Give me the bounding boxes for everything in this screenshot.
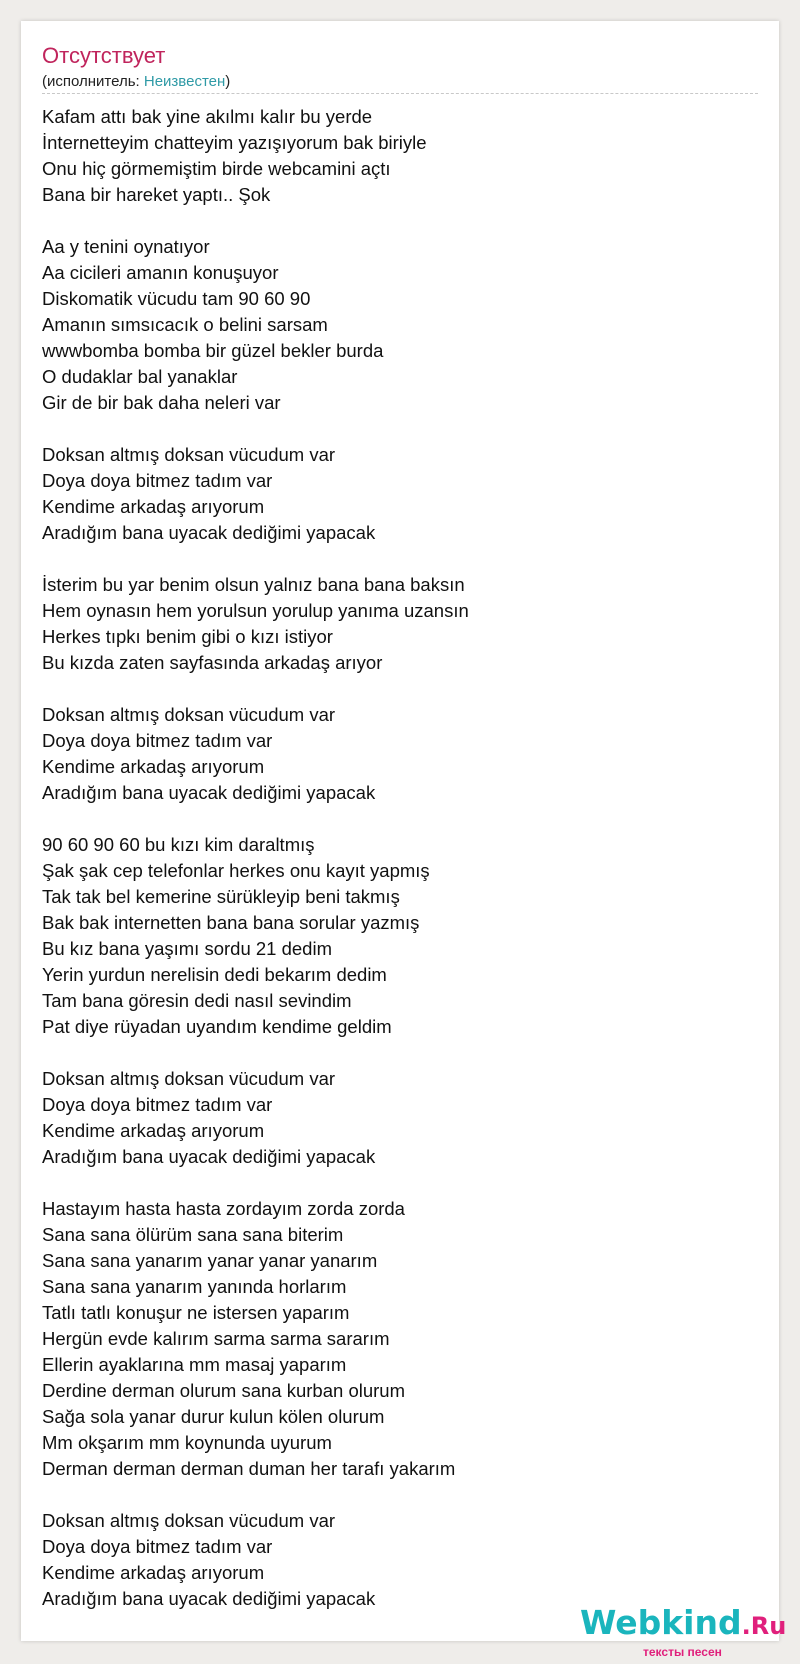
lyric-line: Sana sana yanarım yanında horlarım <box>42 1276 347 1297</box>
lyric-line: Ellerin ayaklarına mm masaj yaparım <box>42 1354 347 1375</box>
stanza <box>42 1508 469 1612</box>
lyrics-body <box>42 104 469 1612</box>
lyric-line: Amanın sımsıcacık o belini sarsam <box>42 314 328 335</box>
stanza-gap <box>42 546 469 572</box>
lyric-line: Aradığım bana uyacak dediğimi yapacak <box>42 1146 376 1167</box>
lyric-line: Doya doya bitmez tadım var <box>42 1536 273 1557</box>
stanza-gap <box>42 208 469 234</box>
stanza-gap <box>42 806 469 832</box>
lyric-line: Gir de bir bak daha neleri var <box>42 392 281 413</box>
lyric-line: Kendime arkadaş arıyorum <box>42 1120 265 1141</box>
stanza-gap <box>42 676 469 702</box>
lyric-line: Kendime arkadaş arıyorum <box>42 1562 265 1583</box>
lyric-line: 90 60 90 60 bu kızı kim daraltmış <box>42 834 315 855</box>
lyric-line: Yerin yurdun nerelisin dedi bekarım dedim <box>42 964 387 985</box>
lyric-line: Kafam attı bak yine akılmı kalır bu yerde <box>42 106 373 127</box>
lyric-line: Tatlı tatlı konuşur ne istersen yaparım <box>42 1302 350 1323</box>
lyric-line: Şak şak cep telefonlar herkes onu kayıt yapmış <box>42 860 430 881</box>
stanza-gap <box>42 1482 469 1508</box>
lyric-line: Doya doya bitmez tadım var <box>42 1094 273 1115</box>
lyric-line: Hastayım hasta hasta zordayım zorda zorda <box>42 1198 405 1219</box>
stanza <box>42 442 469 546</box>
lyric-line: Aradığım bana uyacak dediğimi yapacak <box>42 522 376 543</box>
artist-link[interactable]: Неизвестен <box>143 73 226 90</box>
lyric-line: Derdine derman olurum sana kurban olurum <box>42 1380 405 1401</box>
lyric-line: Derman derman derman duman her tarafı yakarım <box>42 1458 456 1479</box>
lyric-line: Diskomatik vücudu tam 90 60 90 <box>42 288 311 309</box>
lyric-line: Bu kız bana yaşımı sordu 21 dedim <box>42 938 332 959</box>
lyric-line: Onu hiç görmemiştim birde webcamini açtı <box>42 158 391 179</box>
logo-tagline: тексты песен <box>643 1645 722 1659</box>
lyric-line: Aradığım bana uyacak dediğimi yapacak <box>42 782 376 803</box>
stanza <box>42 1066 469 1170</box>
site-logo[interactable] <box>580 1604 786 1645</box>
lyric-line: Aa y tenini oynatıyor <box>42 236 210 257</box>
logo-main: Webkind <box>580 1603 742 1642</box>
stanza <box>42 104 469 208</box>
stanza-gap <box>42 1170 469 1196</box>
song-title: Отсутствует <box>42 43 166 68</box>
lyric-line: Sana sana ölürüm sana sana biterim <box>42 1224 344 1245</box>
stanza-gap <box>42 416 469 442</box>
lyric-line: Mm okşarım mm koynunda uyurum <box>42 1432 332 1453</box>
lyric-line: Doksan altmış doksan vücudum var <box>42 1510 336 1531</box>
lyric-line: Doksan altmış doksan vücudum var <box>42 1068 336 1089</box>
stanza <box>42 234 469 416</box>
stanza <box>42 572 469 676</box>
lyric-line: Tak tak bel kemerine sürükleyip beni takmış <box>42 886 400 907</box>
lyric-line: Doya doya bitmez tadım var <box>42 730 273 751</box>
byline-prefix: (исполнитель: <box>42 73 144 90</box>
lyric-line: Tam bana göresin dedi nasıl sevindim <box>42 990 352 1011</box>
lyric-line: Bana bir hareket yaptı.. Şok <box>42 184 271 205</box>
lyric-line: Sana sana yanarım yanar yanar yanarım <box>42 1250 378 1271</box>
stanza <box>42 1196 469 1482</box>
artist-byline <box>42 72 230 92</box>
stanza <box>42 832 469 1040</box>
lyric-line: Bak bak internetten bana bana sorular yazmış <box>42 912 420 933</box>
lyric-line: Hem oynasın hem yorulsun yorulup yanıma uzansın <box>42 600 469 621</box>
lyric-line: Kendime arkadaş arıyorum <box>42 496 265 517</box>
lyric-line: Hergün evde kalırım sarma sarma sararım <box>42 1328 390 1349</box>
byline-suffix: ) <box>225 73 231 90</box>
title-divider <box>42 93 758 94</box>
lyric-line: Herkes tıpkı benim gibi o kızı istiyor <box>42 626 333 647</box>
stanza-gap <box>42 1040 469 1066</box>
lyric-line: Doya doya bitmez tadım var <box>42 470 273 491</box>
lyric-line: Pat diye rüyadan uyandım kendime geldim <box>42 1016 392 1037</box>
logo-tld: .Ru <box>741 1612 787 1640</box>
stanza <box>42 702 469 806</box>
lyric-line: Doksan altmış doksan vücudum var <box>42 704 336 725</box>
lyric-line: wwwbomba bomba bir güzel bekler burda <box>42 340 384 361</box>
lyric-line: İsterim bu yar benim olsun yalnız bana bana baksın <box>42 574 465 595</box>
lyric-line: İnternetteyim chatteyim yazışıyorum bak biriyle <box>42 132 427 153</box>
lyric-line: Aa cicileri amanın konuşuyor <box>42 262 279 283</box>
lyric-line: Aradığım bana uyacak dediğimi yapacak <box>42 1588 376 1609</box>
lyric-line: O dudaklar bal yanaklar <box>42 366 238 387</box>
lyric-line: Sağa sola yanar durur kulun kölen olurum <box>42 1406 385 1427</box>
lyric-line: Doksan altmış doksan vücudum var <box>42 444 336 465</box>
lyric-line: Kendime arkadaş arıyorum <box>42 756 265 777</box>
lyric-line: Bu kızda zaten sayfasında arkadaş arıyor <box>42 652 383 673</box>
